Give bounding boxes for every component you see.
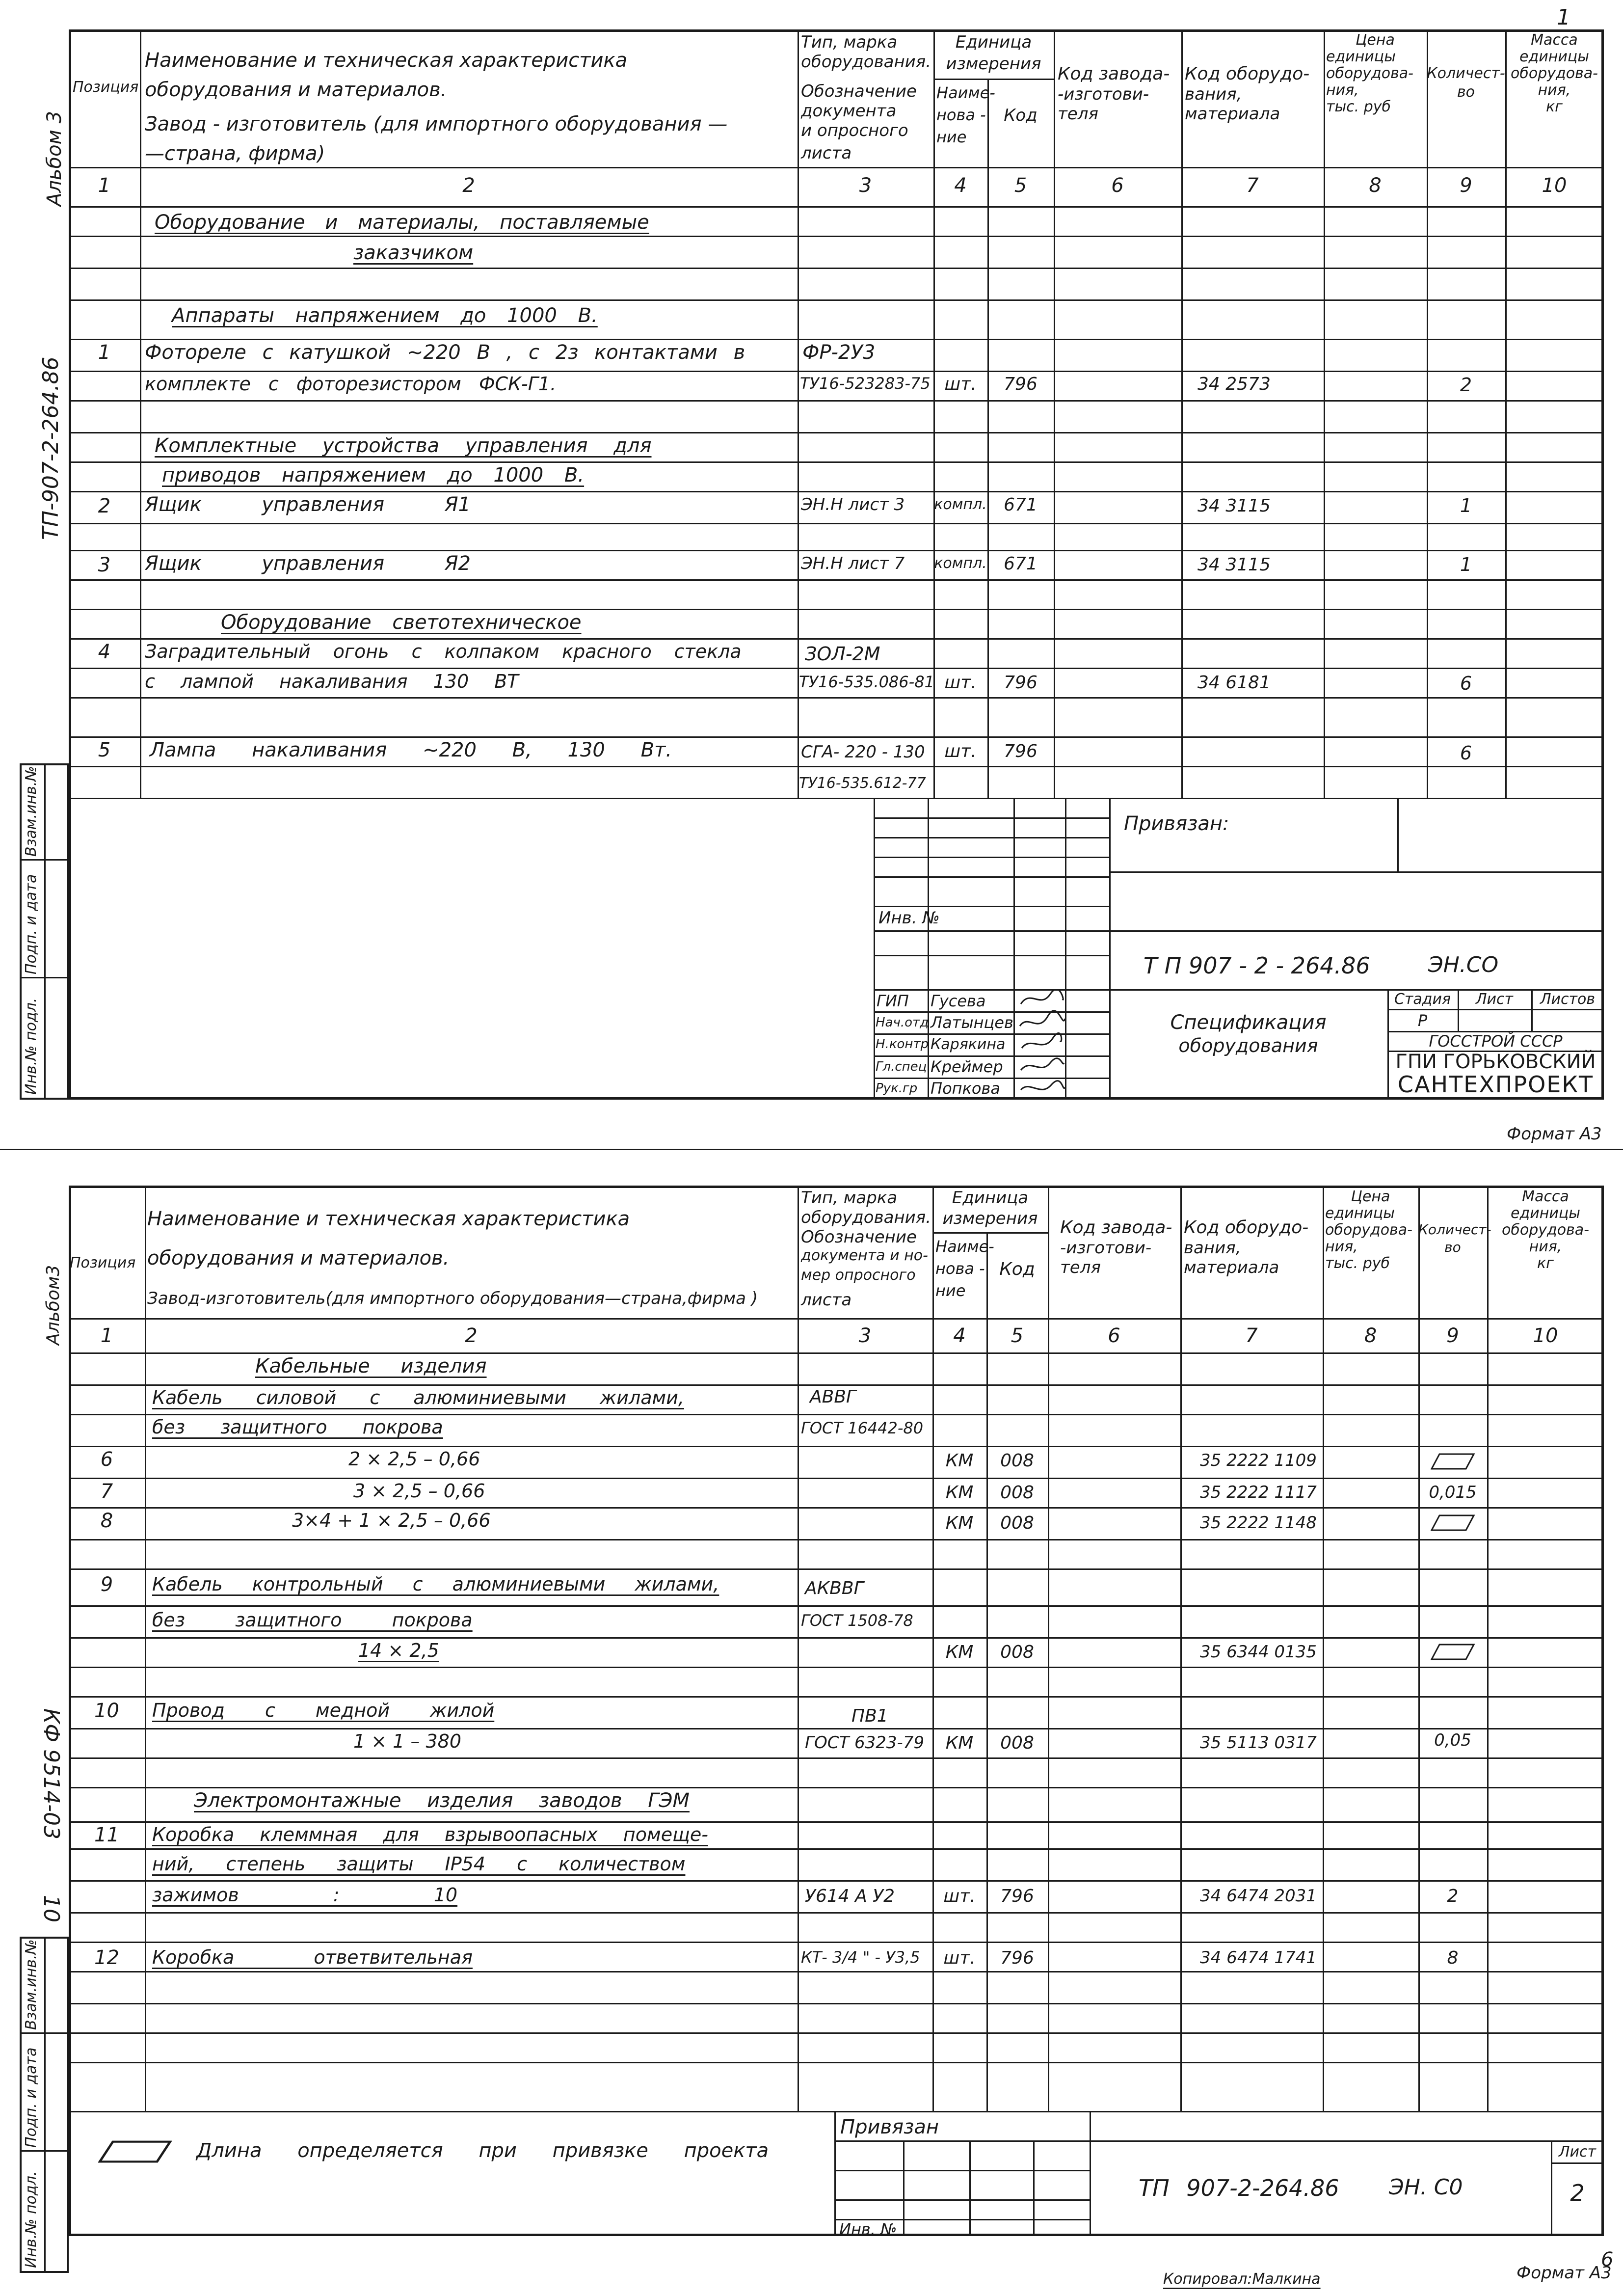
s1-stamp-bound: Привязан: <box>1124 812 1229 835</box>
s2-row-0-type: АВВГ <box>810 1387 856 1407</box>
s1-stamp-doc-code: ЭН.СО <box>1428 952 1499 977</box>
s2-header-type-5: мер опросного <box>801 1267 916 1284</box>
s2-row-13-unit: шт. <box>943 1948 976 1968</box>
header-name-1: Наименование и техническая характеристика <box>145 49 628 72</box>
s2-stamp-bound: Привязан <box>840 2116 939 2138</box>
s2-header-unit-1: Единица <box>952 1188 1029 1208</box>
col-num-4: 4 <box>954 174 967 197</box>
s1-row-5-eq: 34 6181 <box>1197 673 1271 693</box>
s2-header-mass-4: ния, <box>1529 1238 1562 1255</box>
s2-col-num-5: 5 <box>1011 1324 1024 1347</box>
col-num-6: 6 <box>1111 174 1124 197</box>
s2-stamp-inv: Инв. № <box>839 2220 897 2239</box>
length-mark-row-6 <box>1431 1453 1475 1470</box>
s1-stamp-inv: Инв. № <box>878 908 940 928</box>
s1-row-5-name: с лампой накаливания 130 ВТ <box>145 671 519 692</box>
s1-section-2: Аппараты напряжением до 1000 В. <box>172 304 598 327</box>
s2-stamp-sheet-label: Лист <box>1558 2143 1596 2161</box>
s2-row-2-unit: КМ <box>945 1451 974 1471</box>
header-mass-3: оборудова- <box>1511 65 1598 82</box>
s1-role-2: Н.контр <box>876 1037 929 1052</box>
s1-row-1-eq: 34 2573 <box>1197 374 1271 394</box>
s1-row-1-name: комплекте с фоторезистором ФСК-Г1. <box>145 373 557 395</box>
s1-section-3b: приводов напряжением до 1000 В. <box>162 464 585 486</box>
header-mass-5: кг <box>1546 98 1563 115</box>
s2-header-mass-5: кг <box>1537 1255 1554 1272</box>
s1-row-3-unit: компл. <box>934 555 987 572</box>
s1-stamp-sheets-label: Листов <box>1540 991 1596 1008</box>
s1-row-1-unit: шт. <box>944 374 977 394</box>
s2-row-9-eq: 35 5113 0317 <box>1200 1733 1317 1753</box>
header-unit-code: Код <box>1004 106 1038 125</box>
s1-stamp-title-2: оборудования <box>1178 1035 1318 1056</box>
s2-header-price-3: оборудова- <box>1325 1221 1412 1239</box>
s2-stamp-doc-code: ЭН. С0 <box>1389 2175 1463 2200</box>
vzam-label-1: Взам.инв.№ <box>23 766 40 857</box>
s2-row-12-name: зажимов : 10 <box>152 1884 458 1906</box>
s1-stamp-title-1: Спецификация <box>1170 1011 1327 1034</box>
s2-row-13-qty: 8 <box>1447 1948 1459 1968</box>
s2-header-unit-name-3: ние <box>935 1281 966 1300</box>
s2-header-type-1: Тип, марка <box>801 1188 898 1208</box>
s2-header-plant-1: Код завода- <box>1060 1217 1172 1238</box>
s2-section-2: Электромонтажные изделия заводов ГЭМ <box>194 1789 690 1812</box>
s2-header-type-3: Обозначение <box>801 1227 917 1247</box>
s2-row-3-eq: 35 2222 1117 <box>1200 1483 1317 1502</box>
s2-row-9-type: ГОСТ 6323-79 <box>805 1733 925 1753</box>
s1-name-3: Креймер <box>931 1057 1003 1076</box>
header-mass-2: единицы <box>1519 48 1589 65</box>
s1-row-1-type: ТУ16-523283-75 <box>800 374 931 393</box>
s2-header-qty-2: во <box>1444 1239 1461 1255</box>
s2-row-0-name: Кабель силовой с алюминиевыми жилами, <box>152 1387 684 1408</box>
s2-row-12-code: 796 <box>1000 1886 1034 1906</box>
col-num-9: 9 <box>1460 174 1472 197</box>
album-label-2: Альбом3 <box>43 1265 63 1345</box>
podp-label-2: Подп. и дата <box>23 2047 40 2148</box>
s2-row-12-type: У614 А У2 <box>805 1886 895 1906</box>
s1-row-0-pos: 1 <box>98 341 111 364</box>
s2-row-7-eq: 35 6344 0135 <box>1200 1642 1317 1662</box>
col-num-8: 8 <box>1369 174 1382 197</box>
s2-row-5-type: АКВВГ <box>805 1578 864 1598</box>
s2-header-type-2: оборудования. <box>801 1208 931 1227</box>
s1-stamp-org-1: ГОССТРОЙ СССР <box>1429 1032 1563 1051</box>
header-name-3b: —страна, фирма) <box>145 142 325 165</box>
s2-header-eq-3: материала <box>1184 1258 1279 1277</box>
s2-col-num-7: 7 <box>1245 1324 1258 1347</box>
s2-stamp-sheet-no: 2 <box>1570 2180 1585 2206</box>
s2-col-num-8: 8 <box>1364 1324 1377 1347</box>
s1-row-2-qty: 1 <box>1460 495 1472 516</box>
s1-row-2-unit: компл. <box>934 496 987 513</box>
s1-name-4: Попкова <box>931 1079 1000 1098</box>
corner-mark: 6 <box>1601 2248 1614 2271</box>
s2-header-type-6: листа <box>801 1290 852 1310</box>
s1-stamp-doc: Т П 907 - 2 - 264.86 <box>1144 952 1370 979</box>
s1-section-1b: заказчиком <box>353 242 474 264</box>
s1-row-3-eq: 34 3115 <box>1197 555 1271 575</box>
s1-name-0: Гусева <box>931 992 986 1010</box>
s2-row-7-unit: КМ <box>945 1642 974 1662</box>
header-unit-name-1: Наиме- <box>936 83 995 102</box>
s2-row-10-name: Коробка клеммная для взрывоопасных помеще- <box>152 1824 708 1845</box>
col-num-10: 10 <box>1542 174 1567 197</box>
s2-row-6-name: без защитного покрова <box>152 1609 473 1631</box>
s1-role-1: Нач.отд <box>876 1015 929 1030</box>
s2-row-7-name: 14 × 2,5 <box>358 1640 439 1661</box>
s2-header-price-2: единицы <box>1325 1205 1395 1222</box>
s2-header-plant-3: теля <box>1060 1258 1101 1277</box>
legend-text: Длина определяется при привязке проекта <box>196 2139 769 2162</box>
s2-row-7-code: 008 <box>1000 1642 1034 1662</box>
ten-label: 10 <box>39 1895 64 1922</box>
header-position: Позиция <box>73 79 139 96</box>
s2-row-5-name: Кабель контрольный с алюминиевыми жилами, <box>152 1573 719 1595</box>
s2-header-unit-name-1: Наиме- <box>935 1237 994 1256</box>
header-type-4: документа <box>801 101 897 121</box>
s2-row-3-code: 008 <box>1000 1483 1034 1503</box>
s2-section-1: Кабельные изделия <box>255 1355 487 1378</box>
s2-row-9-code: 008 <box>1000 1733 1034 1753</box>
s1-row-5-qty: 6 <box>1460 673 1472 694</box>
s1-row-5-unit: шт. <box>944 673 977 693</box>
s1-section-3a: Комплектные устройства управления для <box>155 434 652 457</box>
header-plant-3: теля <box>1058 104 1098 124</box>
s1-row-7-type: ТУ16-535.612-77 <box>799 775 926 792</box>
s2-header-eq-2: вания, <box>1184 1238 1241 1258</box>
s2-row-3-unit: КМ <box>945 1483 974 1503</box>
header-mass-4: ния, <box>1538 81 1571 99</box>
s2-stamp-doc: ТП 907-2-264.86 <box>1139 2175 1339 2201</box>
header-type-6: листа <box>801 143 852 163</box>
s1-row-4-pos: 4 <box>98 641 111 663</box>
s2-row-8-name: Провод с медной жилой <box>152 1700 495 1721</box>
s2-header-plant-2: -изготови- <box>1060 1238 1152 1258</box>
header-eq-2: вания, <box>1185 84 1242 104</box>
s1-stamp-sheet-label: Лист <box>1475 991 1514 1008</box>
col-num-2: 2 <box>462 174 475 197</box>
s1-row-3-qty: 1 <box>1460 554 1472 575</box>
header-qty-2: во <box>1457 83 1475 101</box>
s2-row-6-type: ГОСТ 1508-78 <box>801 1611 913 1630</box>
s2-header-price-4: ния, <box>1325 1238 1358 1255</box>
s2-header-qty-1: Количест- <box>1418 1221 1491 1238</box>
header-eq-3: материала <box>1185 104 1280 124</box>
s2-row-5-pos: 9 <box>100 1573 113 1596</box>
header-price-5: тыс. руб <box>1326 98 1391 115</box>
header-name-2: оборудования и материалов. <box>145 79 447 101</box>
s2-row-2-pos: 6 <box>100 1448 113 1471</box>
s2-row-1-name: без защитного покрова <box>152 1416 443 1438</box>
s2-header-unit-2: измерения <box>942 1209 1038 1228</box>
s2-row-13-name: Коробка ответвительная <box>152 1946 473 1968</box>
header-unit-1: Единица <box>955 32 1032 52</box>
s1-stamp-org-2: ГПИ ГОРЬКОВСКИЙ <box>1395 1051 1596 1073</box>
s2-header-mass-3: оборудова- <box>1502 1221 1589 1239</box>
s2-row-10-pos: 11 <box>94 1824 119 1846</box>
s2-row-13-code: 796 <box>1000 1948 1034 1968</box>
s2-col-num-4: 4 <box>953 1324 966 1347</box>
s2-row-4-code: 008 <box>1000 1513 1034 1533</box>
s2-row-1-type: ГОСТ 16442-80 <box>801 1419 924 1437</box>
length-mark-row-9 <box>1431 1644 1475 1660</box>
s1-row-2-name: Ящик управления Я1 <box>145 493 471 516</box>
s2-row-12-qty: 2 <box>1447 1886 1459 1906</box>
header-qty-1: Количест- <box>1427 65 1505 82</box>
s2-header-position: Позиция <box>70 1254 136 1271</box>
header-price-3: оборудова- <box>1326 65 1413 82</box>
s2-row-13-eq: 34 6474 1741 <box>1200 1948 1317 1968</box>
header-unit-name-3: ние <box>936 128 967 146</box>
s2-header-eq-1: Код оборудо- <box>1184 1217 1309 1238</box>
s1-stamp-org-3: САНТЕХПРОЕКТ <box>1397 1071 1594 1098</box>
s1-row-6-unit: шт. <box>944 741 977 761</box>
s1-row-6-type: СГА- 220 - 130 <box>801 742 925 762</box>
header-price-2: единицы <box>1326 48 1396 65</box>
s1-role-3: Гл.спец <box>876 1059 927 1074</box>
s2-header-mass-1: Масса <box>1522 1188 1569 1205</box>
col-num-1: 1 <box>98 174 111 197</box>
s1-role-4: Рук.гр <box>876 1081 918 1096</box>
header-type-5: и опросного <box>801 121 908 140</box>
s1-row-6-pos: 5 <box>98 739 111 761</box>
s2-header-price-5: тыс. руб <box>1325 1255 1390 1272</box>
s2-row-4-unit: КМ <box>945 1513 974 1533</box>
s1-row-2-type: ЭН.Н лист 3 <box>801 495 905 514</box>
format-label-1: Формат А3 <box>1507 1124 1602 1144</box>
header-type-3: Обозначение <box>801 81 917 101</box>
s2-row-12-unit: шт. <box>943 1886 976 1906</box>
s1-stamp-stage: Р <box>1417 1011 1428 1030</box>
s2-row-13-type: КТ- 3/4 " - У3,5 <box>801 1948 920 1967</box>
inv-label-2: Инв.№ подл. <box>23 2171 40 2268</box>
header-price-1: Цена <box>1356 31 1395 49</box>
album-label: Альбом 3 <box>43 111 66 206</box>
s2-col-num-9: 9 <box>1446 1324 1459 1347</box>
s1-role-0: ГИП <box>877 992 909 1010</box>
s2-col-num-3: 3 <box>858 1324 872 1347</box>
header-price-4: ния, <box>1326 81 1359 99</box>
s2-row-8-type: ПВ1 <box>851 1706 888 1726</box>
s2-row-2-code: 008 <box>1000 1451 1034 1471</box>
s2-row-12-eq: 34 6474 2031 <box>1200 1886 1317 1906</box>
s2-row-4-name: 3×4 + 1 × 2,5 – 0,66 <box>292 1510 491 1531</box>
s1-section-1a: Оборудование и материалы, поставляемые <box>155 211 649 234</box>
col-num-3: 3 <box>859 174 872 197</box>
s1-row-5-type: ТУ16-535.086-81 <box>799 673 934 691</box>
header-plant-1: Код завода- <box>1058 64 1170 84</box>
header-mass-1: Масса <box>1531 31 1578 49</box>
s1-row-0-type: ФР-2У3 <box>802 341 876 364</box>
s2-header-unit-name-2: нова - <box>935 1259 985 1278</box>
s2-header-price-1: Цена <box>1351 1188 1390 1205</box>
s1-row-3-code: 671 <box>1004 554 1038 574</box>
length-mark-row-8 <box>1431 1514 1475 1531</box>
s1-row-1-qty: 2 <box>1460 374 1472 396</box>
podp-label-1: Подп. и дата <box>23 874 40 974</box>
doc-code-vertical: ТП-907-2-264.86 <box>38 356 63 540</box>
s2-col-num-10: 10 <box>1533 1324 1558 1347</box>
kf-label: КФ 9514-03 <box>39 1708 64 1839</box>
s1-row-3-pos: 3 <box>98 554 111 576</box>
col-num-7: 7 <box>1246 174 1259 197</box>
s2-header-name-3: Завод-изготовитель(для импортного оборудования—страна,фирма ) <box>147 1289 758 1308</box>
page-number: 1 <box>1557 5 1570 30</box>
s2-col-num-2: 2 <box>465 1324 478 1347</box>
s2-header-name-1: Наименование и техническая характеристика <box>147 1208 630 1230</box>
s2-row-9-name: 1 × 1 – 380 <box>353 1730 462 1752</box>
header-eq-1: Код оборудо- <box>1185 64 1310 84</box>
signature-scribbles <box>1016 989 1070 1100</box>
s1-row-1-code: 796 <box>1004 374 1038 394</box>
s1-row-0-name: Фотореле с катушкой ~220 В , с 2з контактами в <box>145 341 745 364</box>
s2-row-3-pos: 7 <box>100 1480 113 1503</box>
s1-stamp-stage-label: Стадия <box>1394 991 1451 1008</box>
s1-row-2-code: 671 <box>1004 495 1038 515</box>
vzam-label-2: Взам.инв.№ <box>23 1939 40 2030</box>
s2-header-unit-code: Код <box>999 1259 1035 1279</box>
s2-row-3-name: 3 × 2,5 – 0,66 <box>353 1480 485 1502</box>
header-plant-2: -изготови- <box>1058 84 1149 104</box>
header-unit-name-2: нова - <box>936 106 986 124</box>
s1-name-2: Карякина <box>931 1036 1006 1053</box>
legend-mark <box>98 2140 172 2163</box>
header-unit-2: измерения <box>946 54 1041 74</box>
s2-row-3-qty: 0,015 <box>1429 1483 1477 1502</box>
header-name-3a: Завод - изготовитель (для импортного оборудования — <box>145 113 728 135</box>
s2-row-2-eq: 35 2222 1109 <box>1200 1451 1317 1470</box>
s1-row-6-name: Лампа накаливания ~220 В, 130 Вт. <box>150 739 672 761</box>
s2-row-4-pos: 8 <box>100 1510 113 1532</box>
s2-row-9-unit: КМ <box>945 1733 974 1753</box>
col-num-5: 5 <box>1014 174 1027 197</box>
header-type-1: Тип, марка <box>801 32 898 52</box>
s1-row-4-type: ЗОЛ-2М <box>805 643 880 665</box>
s2-header-name-2: оборудования и материалов. <box>147 1247 450 1270</box>
s2-row-4-eq: 35 2222 1148 <box>1200 1513 1317 1533</box>
format-label-2: Формат А3 <box>1517 2263 1612 2283</box>
s1-section-4: Оборудование светотехническое <box>221 611 582 634</box>
copied-by: Копировал:Малкина <box>1163 2270 1321 2288</box>
s1-row-3-name: Ящик управления Я2 <box>145 552 471 575</box>
s1-name-1: Латынцев <box>931 1013 1013 1032</box>
s1-row-6-qty: 6 <box>1460 742 1472 764</box>
s1-row-2-eq: 34 3115 <box>1197 496 1271 516</box>
s2-header-mass-2: единицы <box>1511 1205 1580 1222</box>
s2-row-2-name: 2 × 2,5 – 0,66 <box>348 1448 480 1470</box>
s1-row-6-code: 796 <box>1004 741 1038 761</box>
s2-row-9-qty: 0,05 <box>1434 1730 1471 1750</box>
s1-row-2-pos: 2 <box>98 495 111 517</box>
s2-col-num-1: 1 <box>100 1324 113 1347</box>
s1-row-4-name: Заградительный огонь с колпаком красного стекла <box>145 641 742 662</box>
s1-row-3-type: ЭН.Н лист 7 <box>801 554 905 573</box>
header-type-2: оборудования. <box>801 52 931 72</box>
s2-row-11-name: ний, степень защиты IP54 с количеством <box>152 1853 686 1875</box>
s2-col-num-6: 6 <box>1108 1324 1120 1347</box>
s1-row-5-code: 796 <box>1004 673 1038 693</box>
inv-label-1: Инв.№ подл. <box>23 998 40 1095</box>
s2-row-8-pos: 10 <box>94 1700 119 1722</box>
s2-header-type-4: документа и но- <box>801 1247 928 1264</box>
s2-row-13-pos: 12 <box>94 1946 119 1969</box>
